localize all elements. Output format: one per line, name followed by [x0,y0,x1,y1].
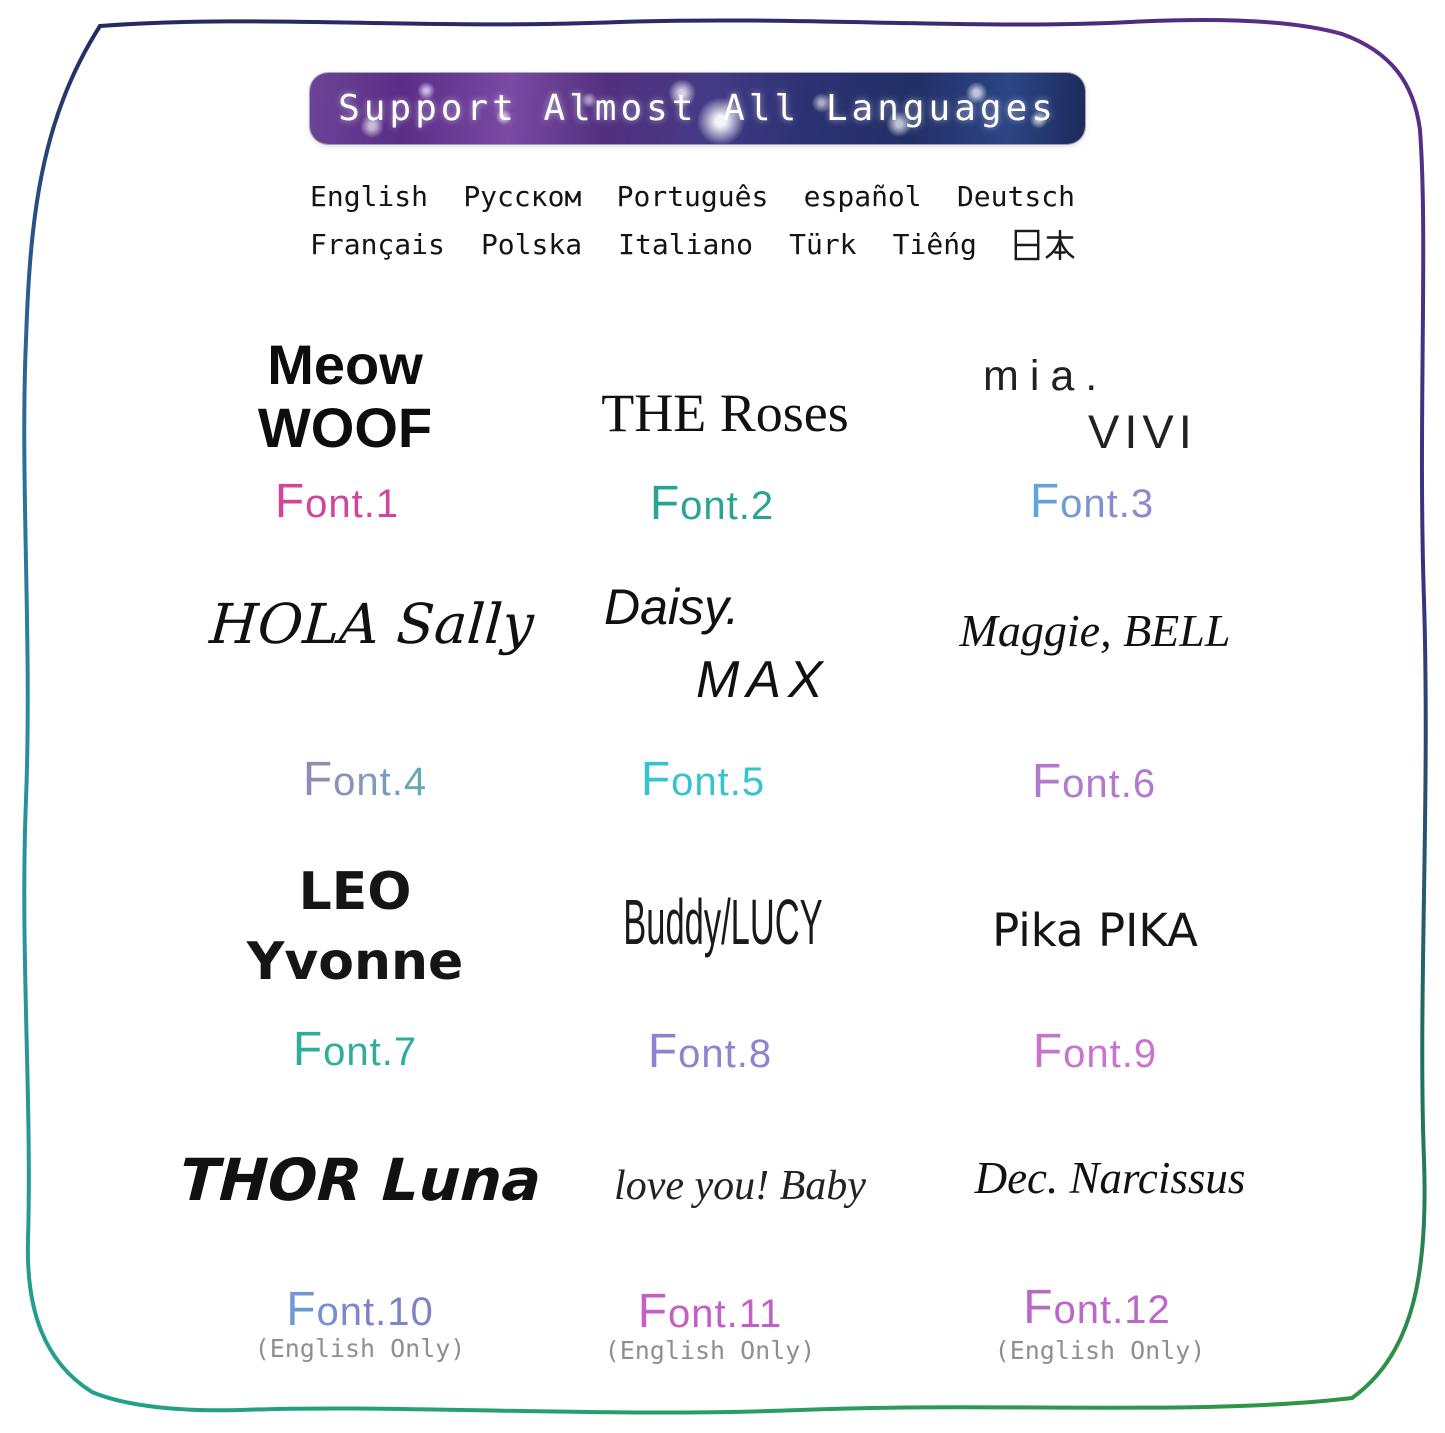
font-sample-8 [590,884,830,959]
font-sample-6: Maggie, BELL [959,605,1231,656]
font-sample-1 [225,334,465,459]
font-sample-3: VIVI [1088,405,1197,458]
language-spanish: español [803,180,922,213]
font-label-4: Font.4 [255,752,475,807]
font-sample-11: love you! Baby [614,1163,866,1209]
font-sample-4: HOLA Sally [207,592,536,656]
language-italian: Italiano [618,228,754,261]
font-label-9: Font.9 [1032,1025,1158,1078]
font-label-3: Font.3 [982,474,1202,529]
font-sample-5: MAX [696,651,830,709]
font-sample-2 [580,382,870,444]
language-portuguese: Português [616,180,769,213]
language-vietnamese: Tiếng [892,228,977,261]
language-polish: Polska [480,228,583,261]
language-turkish: Türk [789,228,857,261]
font-sample-5: Daisy. [604,579,740,635]
font-sample-7 [245,858,465,997]
sample-text: THE Roses [601,383,849,443]
font-label-5: Font.5 [640,753,766,806]
language-russian: Русском [463,180,582,213]
font-label-11: Font.11 [637,1285,783,1338]
sample-text: Buddy/LUCY [623,885,823,959]
font-label-12: Font.12 [1023,1281,1171,1334]
font-label-6: Font.6 [1031,755,1157,808]
font-label-1: Font.1 [274,475,400,528]
language-german: Deutsch [956,180,1075,213]
language-japanese [1013,228,1075,261]
font-label-10: Font.10 [250,1282,470,1337]
sample-text: Meow [267,333,423,396]
font-label-8: Font.8 [647,1025,773,1078]
font-label-7: Font.7 [292,1023,418,1076]
language-english: English [310,180,429,213]
english-only-note-11: (English Only) [604,1336,816,1365]
sample-text: WOOF [257,395,433,459]
english-only-note-10: (English Only) [254,1334,466,1363]
language-french: Français [310,228,445,261]
sample-text: Yvonne [246,931,464,992]
font-label-2: Font.2 [649,477,775,530]
header-banner [310,73,1085,144]
header-title: Support Almost All Languages [338,88,1057,129]
font-sample-3: mia. [983,352,1109,400]
font-sample-10: THOR Luna [178,1146,543,1214]
font-sample-9: Pika PIKA [992,904,1198,957]
kanji-nichi-icon [1013,229,1041,261]
kanji-hon-icon [1045,229,1075,261]
english-only-note-12: (English Only) [994,1336,1206,1365]
font-sample-12: Dec. Narcissus [974,1153,1246,1203]
language-row-1 [310,180,1075,213]
language-row-2 [310,228,1075,261]
sample-text: LEO [298,862,412,922]
